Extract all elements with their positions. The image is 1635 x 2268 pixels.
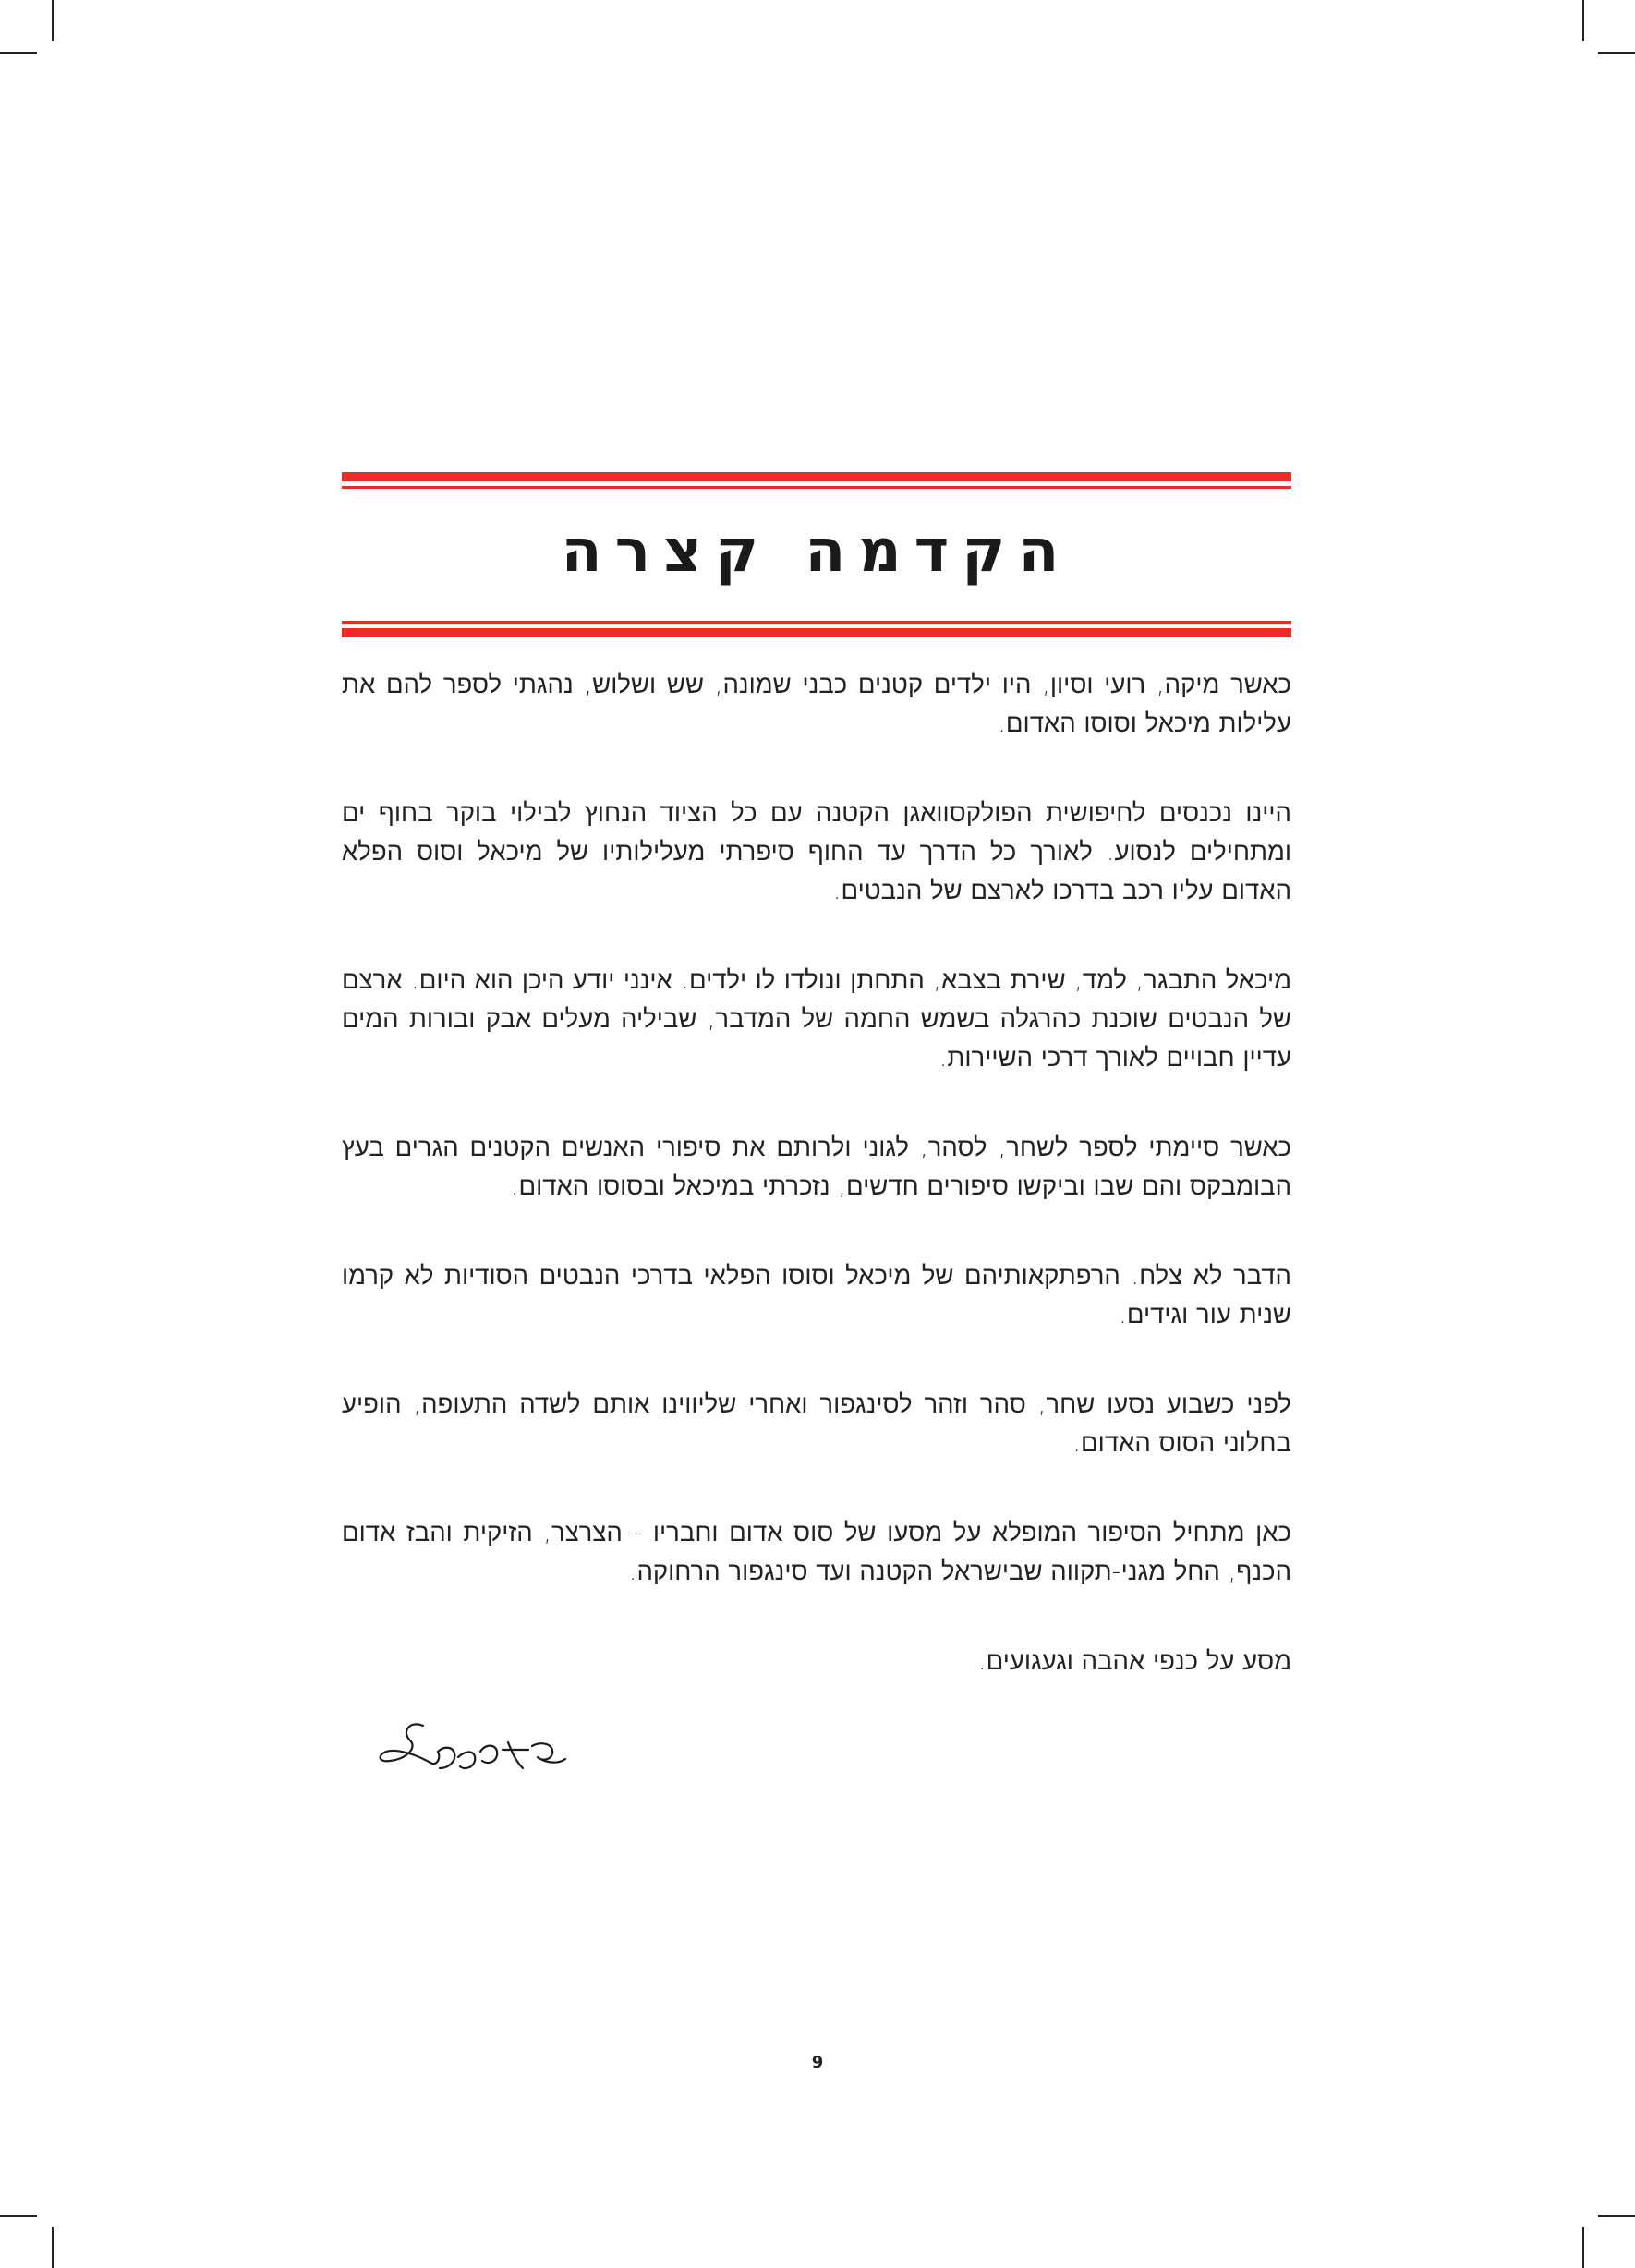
paragraph: לפני כשבוע נסעו שחר, סהר וזהר לסינגפור ואחרי שליווינו אותם לשדה התעופה, הופיע בחלוני הסוס האדום.: [342, 1389, 1291, 1458]
rule-thin: [342, 621, 1291, 624]
paragraph: כאן מתחיל הסיפור המופלא על מסעו של סוס אדום וחבריו - הצרצר, הזיקית והבז אדום הכנף, החל מגני-תקווה שבישראל הקטנה ועד סינגפור הרחוקה.: [342, 1518, 1291, 1586]
paragraph: כאשר סיימתי לספר לשחר, לסהר, לגוני ולרותם את סיפורי האנשים הקטנים הגרים בעץ הבומבקס והם שבו וביקשו סיפורים חדשים, נזכרתי במיכאל ובסוסו האדום.: [342, 1133, 1291, 1201]
paragraph: היינו נכנסים לחיפושית הפולקסוואגן הקטנה עם כל הציוד הנחוץ לבילוי בוקר בחוף ים ומתחילים לנסוע. לאורך כל הדרך עד החוף סיפרתי מעלילותיו של מיכאל וסוס הפלא האדום עליו רכב בדרכו לארצם של הנבטים.: [342, 798, 1291, 905]
crop-mark: [0, 52, 37, 54]
crop-mark: [52, 2227, 54, 2268]
crop-mark: [52, 0, 54, 41]
crop-mark: [1598, 2215, 1635, 2217]
handwritten-signature: [369, 1715, 568, 1793]
paragraph: מיכאל התבגר, למד, שירת בצבא, התחתן ונולדו לו ילדים. אינני יודע היכן הוא היום. ארצם של הנבטים שוכנת כהרגלה בשמש החמה של המדבר, שביליה מעלים אבק ובורות המים עדיין חבויים לאורך דרכי השיירות.: [342, 965, 1291, 1073]
crop-mark: [1582, 0, 1584, 41]
page-number: 9: [811, 2053, 824, 2072]
crop-mark: [0, 2215, 37, 2217]
rule-thick: [342, 472, 1291, 481]
rule-thin: [342, 486, 1291, 489]
title-rule-top: [342, 472, 1291, 489]
preface-body: [342, 665, 1291, 1731]
paragraph: הדבר לא צלח. הרפתקאותיהם של מיכאל וסוסו הפלאי בדרכי הנבטים הסודיות לא קרמו שנית עור וגידים.: [342, 1261, 1291, 1329]
rule-thick: [342, 628, 1291, 637]
title-rule-bottom: [342, 621, 1291, 637]
page-title: הקדמה קצרה: [561, 517, 1072, 586]
paragraph: מסע על כנפי אהבה וגעגועים.: [977, 1646, 1291, 1676]
crop-mark: [1598, 52, 1635, 54]
paragraph: כאשר מיקה, רועי וסיון, היו ילדים קטנים כבני שמונה, שש ושלוש, נהגתי לספר להם את עלילות מיכאל וסוסו האדום.: [342, 670, 1291, 738]
crop-mark: [1582, 2227, 1584, 2268]
